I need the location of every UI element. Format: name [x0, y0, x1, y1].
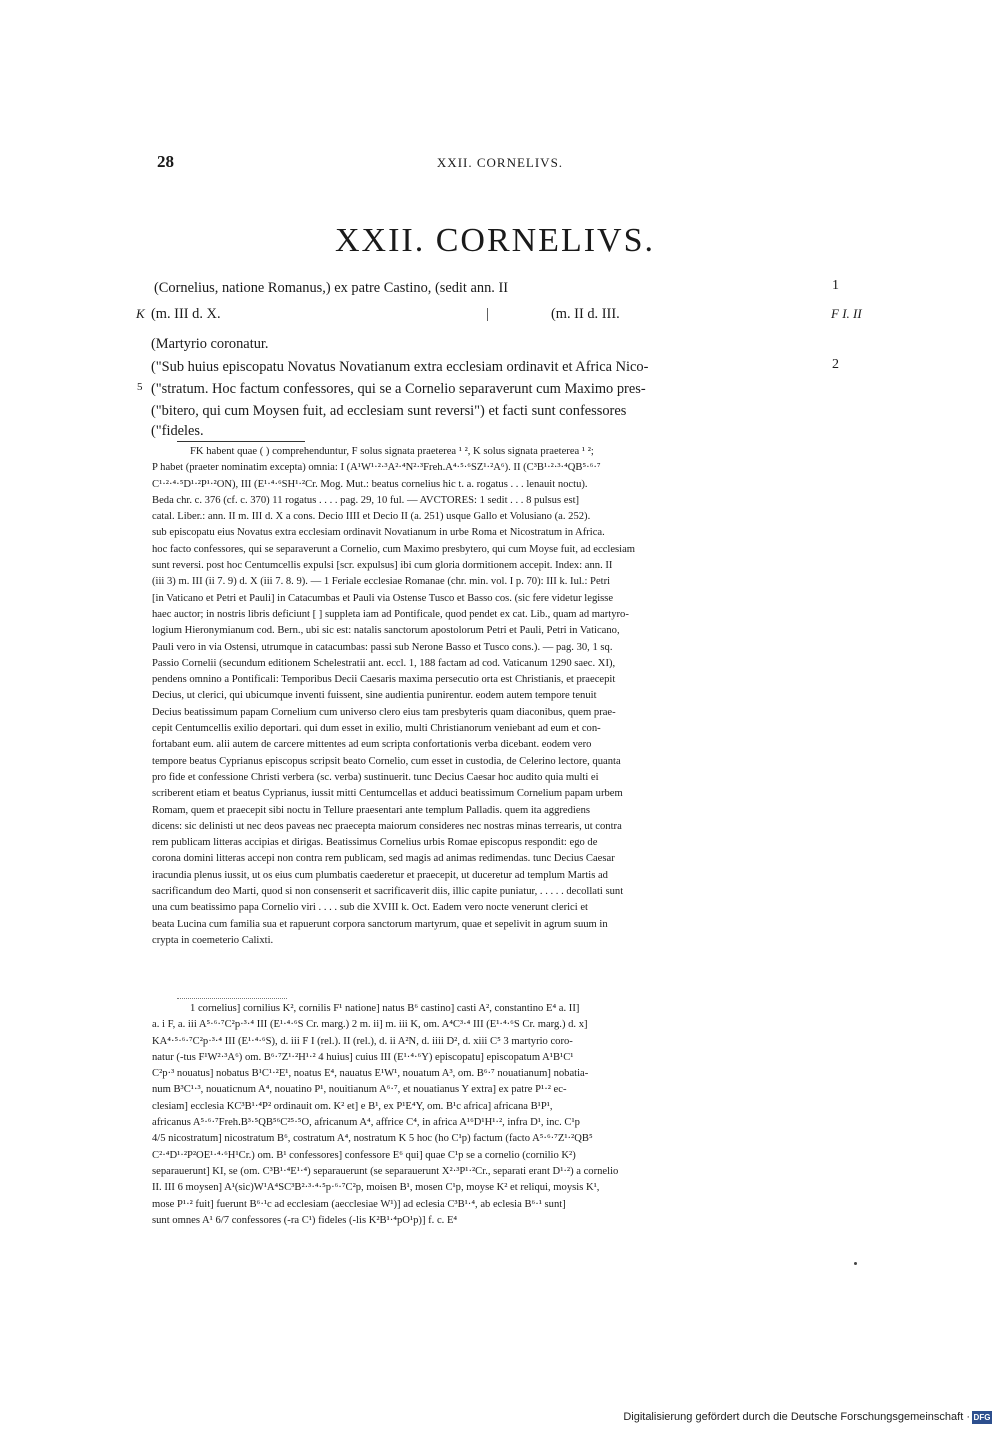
- apparatus-variants-line: num B³C¹·³, nouaticnum A⁴, nouatino P¹, nouitianum A⁶·⁷, et nouatianus Y extra] ex patre P¹·² ec-: [152, 1084, 567, 1096]
- siglum-right: F I. II: [831, 306, 862, 321]
- apparatus-commentary-line: Beda chr. c. 376 (cf. c. 370) 11 rogatus . . . . pag. 29, 10 ful. — AVCTORES: 1 sedit . . . 8 pulsus est]: [152, 494, 580, 506]
- apparatus-variants: [152, 1001, 840, 1229]
- apparatus-commentary-line: sunt reversi. post hoc Centumcellis expulsi [scr. expulsus] ibi cum gloria dormitionem accepit. Index: ann. II: [152, 560, 613, 572]
- apparatus-commentary-line: sacrificandum deo Marti, quod si non consenserit et sacrificaverit diis, illic capite puniatur, . . . . . decollati sunt: [152, 886, 624, 898]
- line-number-2: 2: [832, 357, 839, 372]
- apparatus-commentary-line: P habet (praeter nominatim excepta) omnia: I (A¹W¹·²·³A²·⁴N²·³Freh.A⁴·⁵·⁶SZ¹·²A⁶). II (C³B¹·²·³·⁴QB⁵·⁶·⁷: [152, 462, 601, 474]
- footer-credit: Digitalisierung gefördert durch die Deutsche Forschungsgemeinschaft ·: [623, 1411, 970, 1423]
- apparatus-commentary-line: hoc facto confessores, qui se separaverunt a Cornelio, cum Maximo presbytero, qui cum Moyse fuit, ad ecclesiam: [152, 543, 636, 555]
- apparatus-variants-line: II. III 6 moysen] A¹(sic)W¹A⁴SC³B²·³·⁴·⁵p·⁶·⁷C²p, moisen B¹, mosen C¹p, moyse K² et reliqui, moysis K¹,: [152, 1182, 600, 1194]
- apparatus-variants-line: 1 cornelius] cornilius K², cornilis F¹ natione] natus B⁶ castino] casti A², constantino E⁴ a. II]: [190, 1003, 580, 1014]
- stray-dot: [854, 1262, 857, 1265]
- main-text-line-6: ("bitero, qui cum Moysen fuit, ad ecclesiam sunt reversi") et facti sunt confessores: [151, 403, 627, 419]
- footnote-rule: [177, 441, 305, 442]
- page-number: 28: [157, 152, 174, 171]
- apparatus-commentary-line: dicens: sic delinisti ut nec deos paveas nec praecepta maiorum consideres nec nostras minas terrearis, ut contra: [152, 820, 622, 832]
- siglum-left: K: [136, 306, 145, 321]
- apparatus-variants-line: separauerunt] KI, se (om. C³B¹·⁴E¹·⁴) separauerunt (se separauerunt X²·³P¹·²Cr., separati erant D¹·²) a cornelio: [152, 1165, 619, 1177]
- apparatus-commentary: [152, 444, 840, 949]
- apparatus-commentary-line: tempore beatus Cyprianus episcopus scripsit beato Cornelio, cum esset in custodia, de Celerino lectore, quanta: [152, 755, 621, 767]
- apparatus-commentary-line: crypta in coemeterio Calixti.: [152, 934, 274, 946]
- apparatus-variants-line: KA⁴·⁵·⁶·⁷C²p·³·⁴ III (E¹·⁴·⁶S), d. iii F I (rel.). II (rel.), d. ii A²N, d. iiii D², d. xiii C⁵ 3 martyrio coro-: [152, 1035, 573, 1047]
- apparatus-commentary-line: (iii 3) m. III (ii 7. 9) d. X (iii 7. 8. 9). — 1 Feriale ecclesiae Romanae (chr. min. vol. I p. 70): III k. Iul.: Petri: [152, 576, 611, 588]
- apparatus-commentary-line: C¹·²·⁴·⁵D¹·²P¹·²ON), III (E¹·⁴·⁶SH¹·²Cr. Mog. Mut.: beatus cornelius hic t. a. rogatus . . . lenauit noctu).: [152, 478, 588, 490]
- apparatus-commentary-line: cepit Centumcellis exilio deportari. qui dum esset in exilio, multi Christianorum veniebant ad eum et con-: [152, 723, 601, 735]
- main-text-line-5: ("stratum. Hoc factum confessores, qui se a Cornelio separaverunt cum Maximo pres-: [151, 381, 646, 397]
- apparatus-commentary-line: haec auctor; in nostris libris deficiunt [ ] suppleta iam ad Pontificale, quod pendet ex cat. Lib., quam ad martyro-: [152, 608, 629, 620]
- apparatus-commentary-line: beata Lucina cum familia sua et rapuerunt corpora sanctorum martyrum, quae et sepelivit in agrum suum in: [152, 918, 608, 930]
- main-text-line-4: ("Sub huius episcopatu Novatus Novatianum extra ecclesiam ordinavit et Africa Nico-: [151, 359, 649, 375]
- apparatus-commentary-line: iracundia plenus iussit, ut os eius cum plumbatis caederetur et praecepit, ut duceretur ad templum Martis ad: [152, 869, 608, 881]
- apparatus-separator: [177, 998, 287, 999]
- line-number-1: 1: [832, 278, 839, 293]
- apparatus-variants-line: africanus A⁵·⁶·⁷Freh.B³·⁵QB⁵⁶C²⁵·⁵O, africanum A⁴, affrice C⁴, in africa A¹⁶D¹H¹·², infra D¹, inc. C¹p: [152, 1117, 580, 1129]
- apparatus-variants-line: C²p·³ nouatus] nobatus B¹C¹·²E¹, noatus E⁴, nauatus E¹W¹, nouatum A³, om. B⁶·⁷ nouatianum] nobatia-: [152, 1068, 589, 1080]
- apparatus-variants-line: sunt omnes A¹ 6/7 confessores (-ra C¹) fideles (-lis K²B¹·⁴pO¹p)] f. c. E⁴: [152, 1214, 458, 1226]
- main-text-line-3: (Martyrio coronatur.: [151, 336, 269, 352]
- apparatus-commentary-line: rem publicam litteras accipias et dirigas. Beatissimus Cornelius urbis Romae episcopus respondit: ego de: [152, 837, 598, 849]
- apparatus-variants-line: C²·⁴D¹·²P²OE¹·⁴·⁶H¹Cr.) om. B¹ confessores] confessore E⁶ qui] quae C¹p se a cornelio (cornilio K²): [152, 1149, 576, 1161]
- apparatus-commentary-line: sub episcopatu eius Novatus extra ecclesiam ordinavit Novatianum in urbe Roma et Nicostratum in Africa.: [152, 527, 605, 539]
- apparatus-commentary-line: scriberent etiam et beatus Cyprianus, iussit mitti Centumcellas et adduci beatissimum Cornelium papam urbem: [152, 788, 623, 800]
- apparatus-commentary-line: Passio Cornelii (secundum editionem Schelestratii ant. eccl. 1, 188 factam ad cod. Vaticanum 1290 saec. XI),: [152, 657, 616, 669]
- apparatus-variants-line: mose P¹·² fuit] fuerunt B⁶·¹c ad ecclesiam (aecclesiae W¹)] ad eclesia C³B¹·⁴, ab eclesia B⁶·¹ sunt]: [152, 1198, 566, 1210]
- apparatus-commentary-line: corona domini litteras accepi non contra rem publicam, sed magis ad animas redimendas. tunc Decius Caesar: [152, 853, 615, 865]
- apparatus-variants-line: natur (-tus F¹W²·³A⁶) om. B⁶·⁷Z¹·²H¹·² 4 huius] cuius III (E¹·⁴·⁶Y) episcopatu] episcopatum A¹B¹C¹: [152, 1051, 574, 1063]
- apparatus-commentary-line: FK habent quae ( ) comprehenduntur, F solus signata praeterea ¹ ², K solus signata praeterea ¹ ²;: [190, 446, 594, 457]
- main-text-line-2a: (m. III d. X.: [151, 306, 221, 322]
- apparatus-variants-line: 4/5 nicostratum] nicostratum B⁶, costratum A⁴, nostratum K 5 hoc (ho C¹p) factum (facto A⁵·⁶·⁷Z¹·²QB⁵: [152, 1133, 593, 1145]
- apparatus-commentary-line: una cum beatissimo papa Cornelio viri . . . . sub die XVIII k. Oct. Eadem vero nocte venerunt clerici et: [152, 902, 588, 914]
- margin-line-number-5: 5: [137, 381, 143, 393]
- apparatus-commentary-line: logium Hieronymianum cod. Bern., ubi sic est: natalis sanctorum apostolorum Petri et Pauli, Petri in Vaticano,: [152, 625, 620, 637]
- apparatus-commentary-line: Pauli vero in via Ostensi, utrumque in catacumbas: passi sub Nerone Basso et Tusco cons.). — pag. 30, 1 sq.: [152, 641, 613, 653]
- apparatus-commentary-line: [in Vaticano et Petri et Pauli] in Catacumbas et Pauli via Ostense Tusco et Basso cos. (sic fere videtur legisse: [152, 592, 614, 604]
- main-text-line-7: ("fideles.: [151, 423, 204, 439]
- apparatus-commentary-line: Decius beatissimum papam Cornelium cum universo clero eius tam presbyteris quam diaconibus, quem prae-: [152, 706, 616, 718]
- column-separator: |: [486, 306, 489, 322]
- apparatus-commentary-line: Decius, ut clerici, qui ubicumque inventi fuissent, sine audientia punirentur. eodem autem tempore tenuit: [152, 690, 597, 702]
- main-text-line-2b: (m. II d. III.: [551, 306, 620, 322]
- apparatus-variants-line: clesiam] ecclesia KC³B¹·⁴P² ordinauit om. K² et] e B¹, ex P¹E⁴Y, om. B¹c africa] africana B¹P¹,: [152, 1100, 553, 1112]
- apparatus-commentary-line: Romam, quem et praecepit sibi noctu in Tellure praesentari ante templum Palladis. quem ita aggrediens: [152, 804, 590, 816]
- apparatus-commentary-line: pendens omnino a Pontificali: Temporibus Decii Caesaris maxima persecutio orta est Christianis, et praecepit: [152, 674, 616, 686]
- apparatus-commentary-line: fortabant eum. alii autem de carcere mittentes ad eum scripta confortationis verba dicebant. eodem vero: [152, 739, 592, 751]
- apparatus-commentary-line: pro fide et confessione Christi verbera (sc. verba) sustinuerit. tunc Decius Caesar hoc audito quia multi ei: [152, 771, 599, 783]
- dfg-logo: DFG: [973, 1413, 991, 1422]
- apparatus-variants-line: a. i F, a. iii A⁵·⁶·⁷C²p·³·⁴ III (E¹·⁴·⁶S Cr. marg.) 2 m. ii] m. iii K, om. A⁴C³·⁴ III (E¹·⁴·⁶S Cr. marg.) d. x]: [152, 1019, 588, 1031]
- apparatus-commentary-line: catal. Liber.: ann. II m. III d. X a cons. Decio IIII et Decio II (a. 251) usque Gallo et Volusiano (a. 252).: [152, 511, 591, 523]
- running-head: XXII. CORNELIVS.: [436, 155, 564, 170]
- main-text-line-1: (Cornelius, natione Romanus,) ex patre Castino, (sedit ann. II: [154, 280, 509, 296]
- chapter-title: XXII. CORNELIVS.: [334, 222, 656, 259]
